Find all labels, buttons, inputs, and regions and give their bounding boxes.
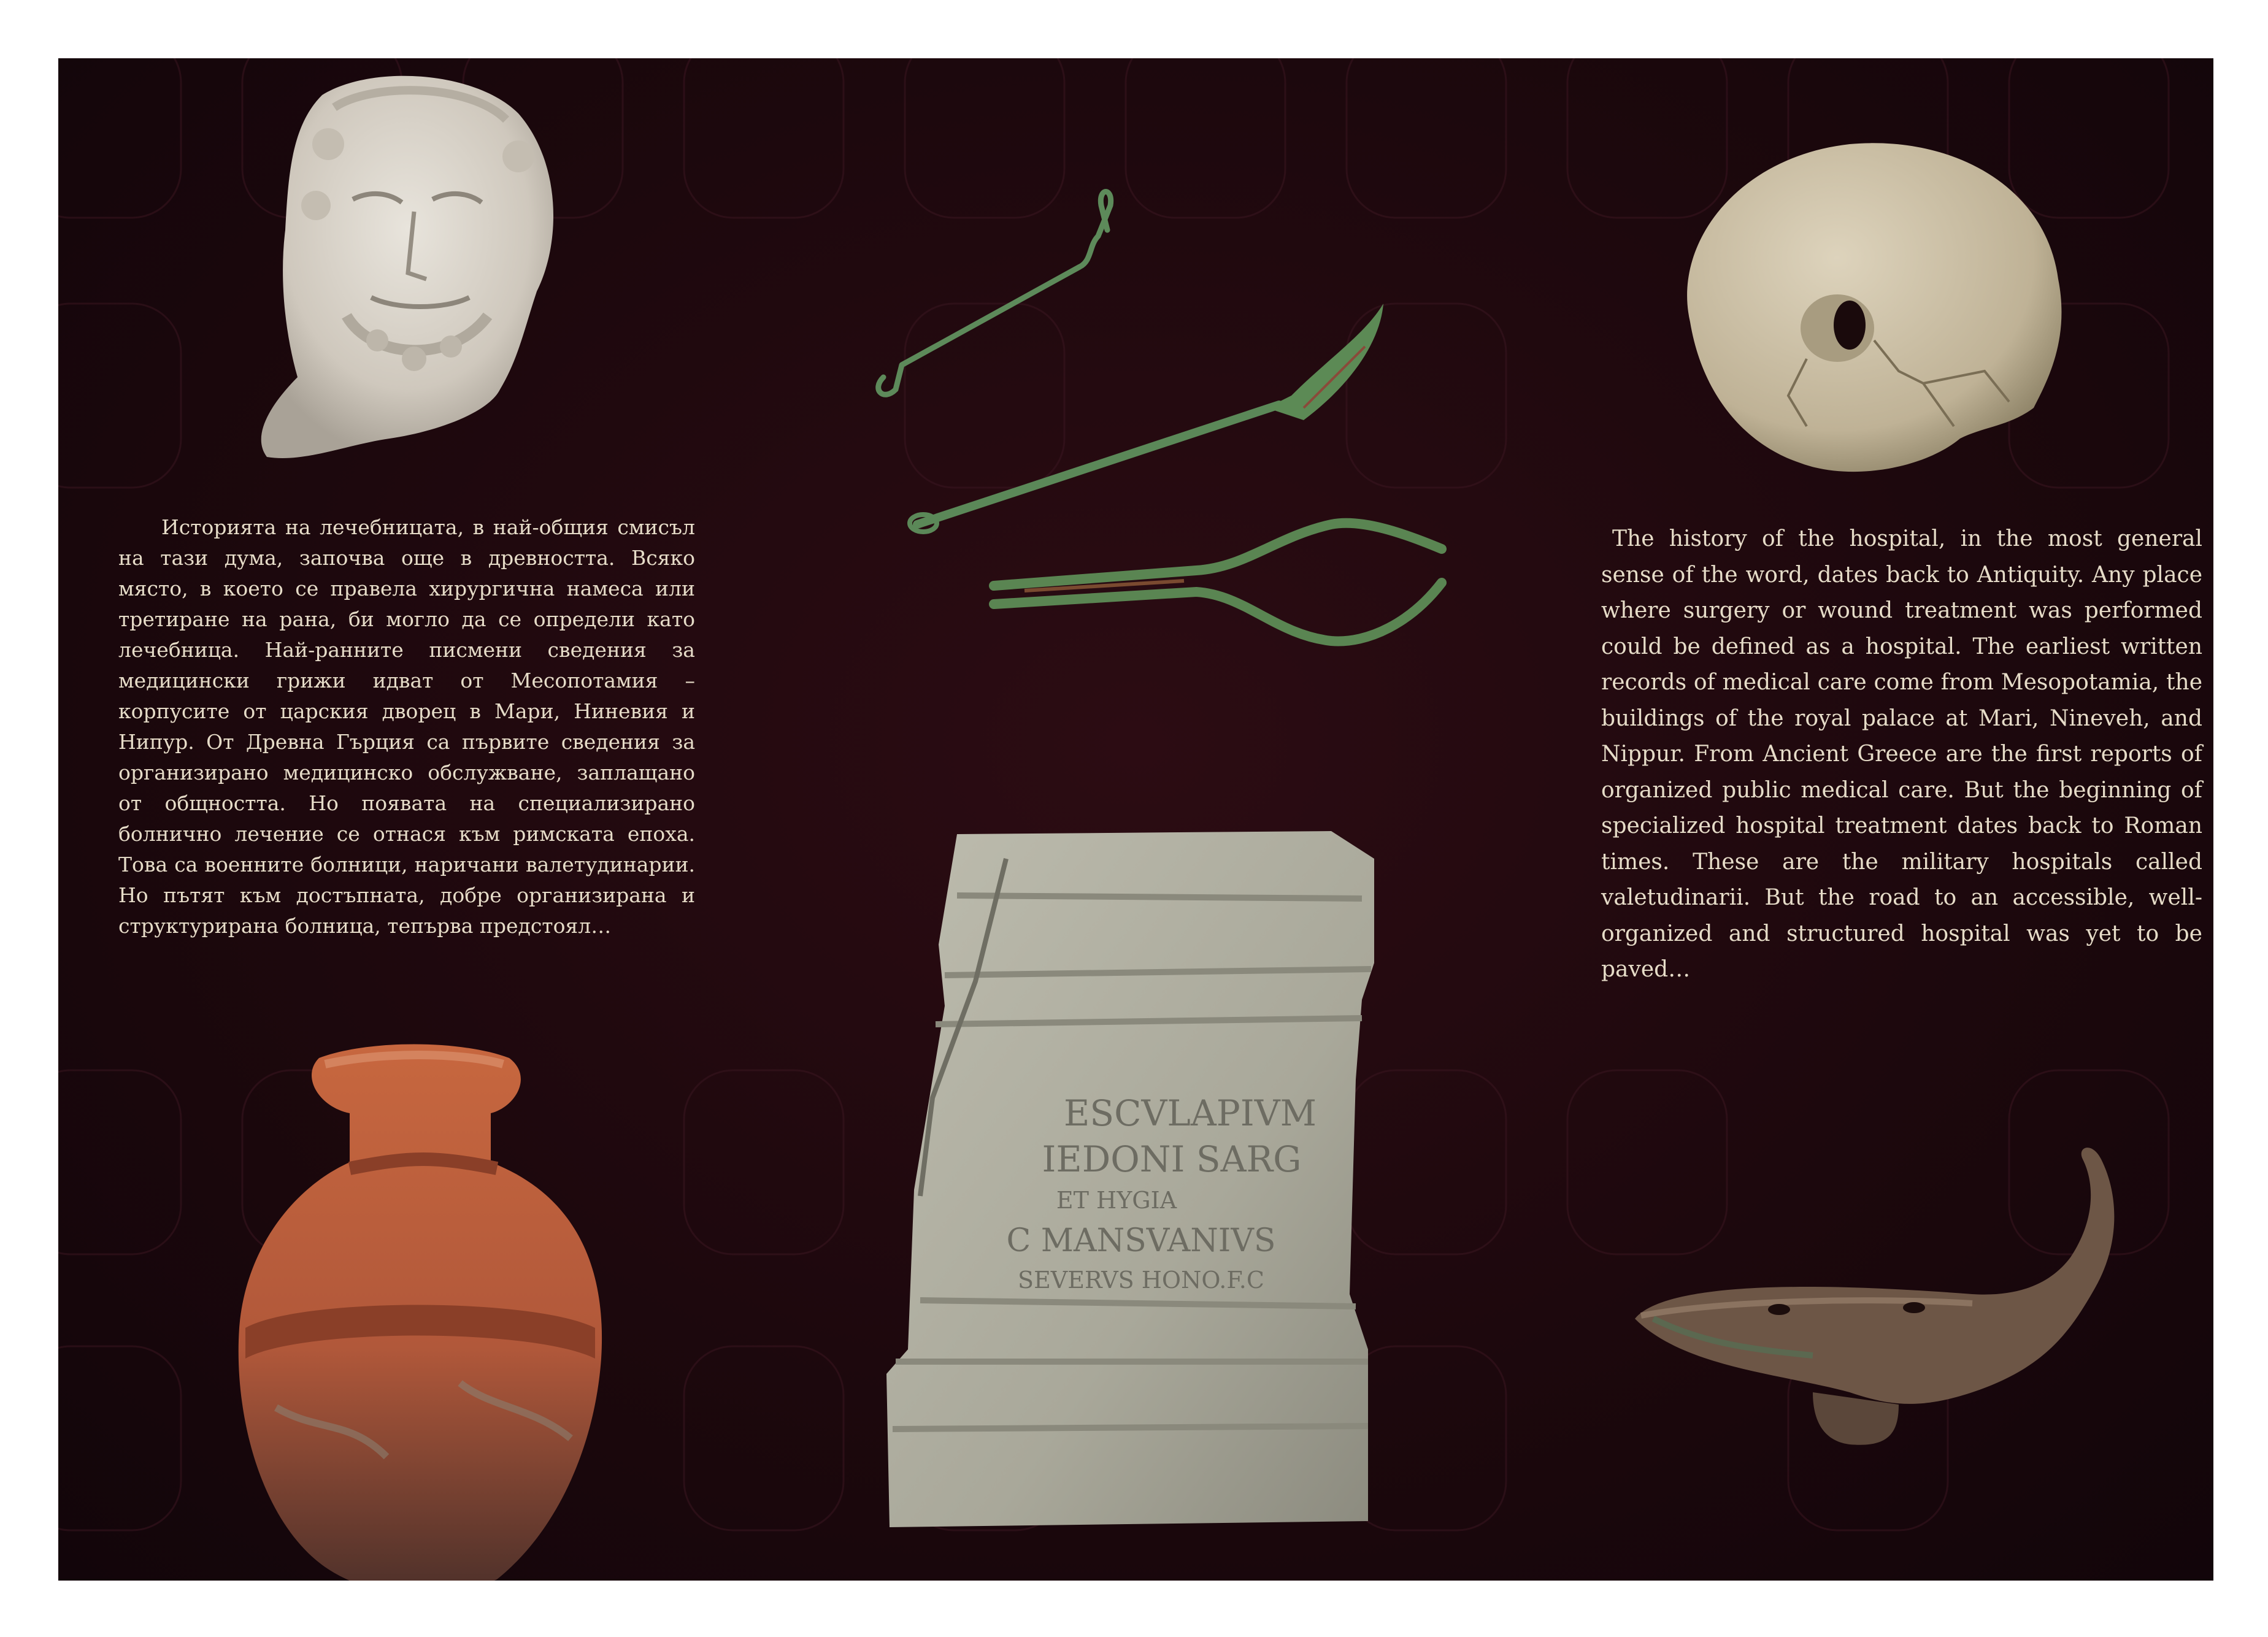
inscription-line-1: ESCVLAPIVM (1064, 1092, 1317, 1134)
paragraph-english: The history of the hospital, in the most general sense of the word, dates back to Antiquity. Any place where surgery or wound treatment was performed could be defined as a hospital. The earliest written records of medical care come from Mesopotamia, the buildings of the royal palace at Mari, Nineveh, and Nippur. From Ancient Greece are the first reports of organized public medical care. But the beginning of specialized hospital treatment dates back to Roman times. These are the military hospitals called valetudinarii. But the road to an accessible, well-organized and structured hospital was yet to be paved… (1601, 526, 2202, 982)
inscription-line-3: ET HYGIA (1056, 1187, 1177, 1214)
exhibit-panel (58, 58, 2213, 1581)
paragraph-bulgarian: Историята на лечебницата, в най-общия смисъл на тази дума, започва още в древността. Всяко място, в което се правела хирургична намеса или третиране на рана, би могло да се определи като лечебница. Най-ранните писмени сведения за медицински грижи идват от Месопотамия – корпусите от царския дворец в Мари, Ниневия и Нипур. От Древна Гърция са първите сведения за организирано медицинско обслужване, заплащано от общността. Но появата на специализирано болнично лечение се отнася към римската епоха. Това са военните болници, наричани валетудинарии. Но пътят към достъпната, добре организирана и структурирана болница, тепърва предстоял… (118, 515, 695, 938)
bronze-forceps-image (988, 512, 1460, 659)
inscription-line-2: IEDONI SARG (1042, 1138, 1302, 1180)
oil-lamp-image (1629, 1135, 2162, 1490)
inscription-line-4: C MANSVANIVS (1006, 1222, 1276, 1259)
marble-head-image (230, 71, 623, 475)
trepanned-skull-image (1666, 138, 2089, 481)
inscription-line-5: SEVERVS HONO.F.C (1018, 1267, 1264, 1294)
terracotta-jug-image (227, 1040, 607, 1581)
votive-altar-image (883, 822, 1448, 1536)
bronze-scalpel-image (899, 291, 1402, 549)
